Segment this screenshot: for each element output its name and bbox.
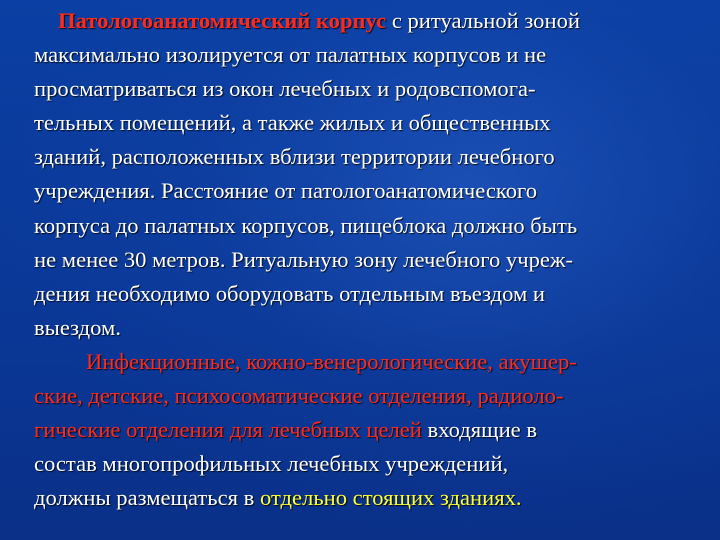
text-line: дения необходимо оборудовать отдельным въездом и: [34, 280, 546, 306]
paragraph-departments: [34, 345, 710, 515]
text-line: входящие в: [421, 417, 538, 443]
text-line: тельных помещений, а также жилых и общественных: [34, 110, 551, 136]
text-line: состав многопрофильных лечебных учреждений,: [34, 451, 509, 477]
text-line: не менее 30 метров. Ритуальную зону лечебного учреж-: [34, 246, 574, 272]
text-line: выездом.: [34, 314, 121, 340]
text-line: просматриваться из окон лечебных и родовспомога-: [34, 76, 536, 102]
text-line: максимально изолируется от палатных корпусов и не: [34, 42, 547, 68]
highlight-separate-buildings: отдельно стоящих зданиях.: [259, 485, 522, 511]
paragraph-morgue: [34, 4, 710, 345]
text-line: должны размещаться в: [34, 485, 260, 511]
highlight-departments: Инфекционные, кожно-венерологические, акушер-: [86, 348, 577, 374]
highlight-morgue-building: Патологоанатомический корпус: [58, 8, 387, 33]
text-line: учреждения. Расстояние от патологоанатомического: [34, 178, 538, 204]
slide-body: [34, 4, 710, 515]
text-line: корпуса до палатных корпусов, пищеблока должно быть: [34, 212, 578, 238]
text-line: зданий, расположенных вблизи территории лечебного: [34, 144, 555, 170]
highlight-departments: ские, детские, психосоматические отделения, радиоло-: [34, 383, 564, 409]
text-line: с ритуальной зоной: [386, 8, 580, 33]
highlight-departments: гические отделения для лечебных целей: [34, 417, 422, 443]
